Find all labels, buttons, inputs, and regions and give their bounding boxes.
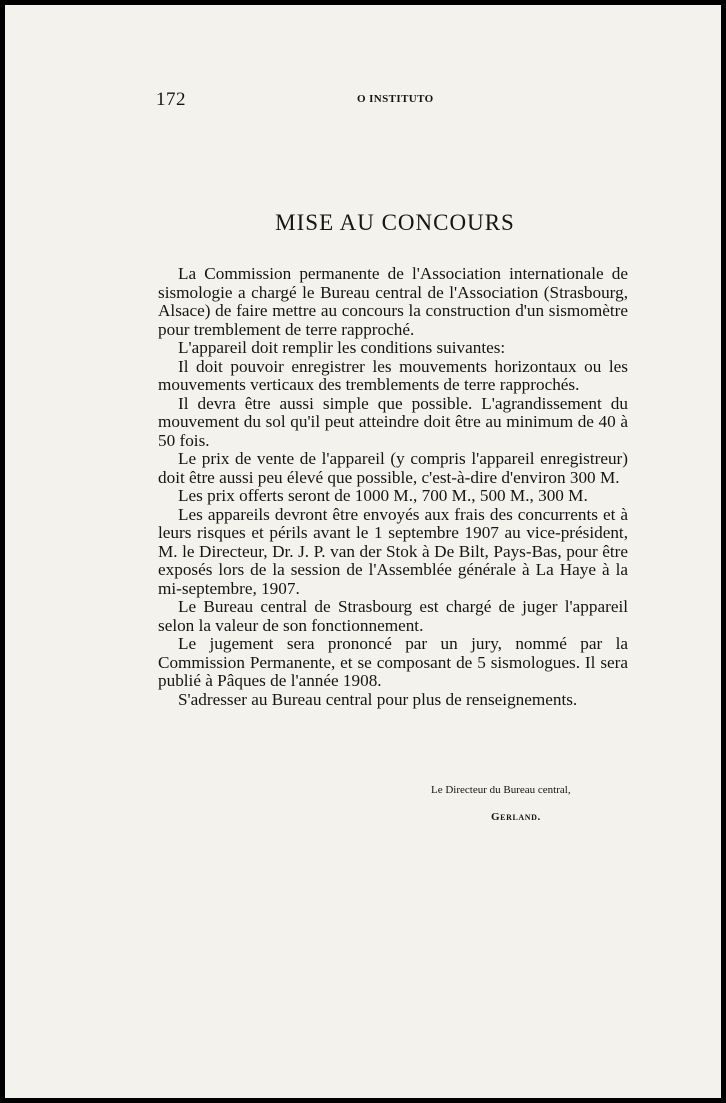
signature-name: Gerland. — [491, 811, 541, 823]
paragraph-simplicity: Il devra être aussi simple que possible. L'agrandissement du mouvement du sol qu'il peut atteindre doit être au minimum de 40 à 50 fois. — [158, 393, 628, 450]
paragraph-jury: Le jugement sera prononcé par un jury, nommé par la Commission Permanente, et se composant de 5 sismologues. Il sera publié à Pâques de l'année 1908. — [158, 634, 628, 690]
paragraph-shipping: Les appareils devront être envoyés aux frais des concurrents et à leurs risques et périls avant le 1 septembre 1907 au vice-président, M. le Directeur, Dr. J. P. van der Stok à De Bilt, Pays-Bas, pour être exposés lors de la session de l'Assemblée générale à La Haye à la mi-septembre, 1907. — [158, 504, 628, 598]
page-header — [5, 89, 721, 113]
paragraph-prizes: Les prix offerts seront de 1000 M., 700 M., 500 M., 300 M. — [178, 486, 588, 505]
paragraph-judging-office: Le Bureau central de Strasbourg est chargé de juger l'appareil selon la valeur de son fonctionnement. — [158, 597, 628, 635]
paragraph-price: Le prix de vente de l'appareil (y compris l'appareil enregistreur) doit être aussi peu élevé que possible, c'est-à-dire d'environ 300 M. — [158, 449, 628, 487]
article-title: MISE AU CONCOURS — [275, 210, 515, 235]
paragraph-conditions: L'appareil doit remplir les conditions suivantes: — [178, 338, 506, 357]
paragraph-commission: La Commission permanente de l'Association internationale de sismologie a chargé le Bureau central de l'Association (Strasbourg, Alsace) de faire mettre au concours la construction d'un sismomètre pour tremblement de terre rapproché. — [158, 264, 628, 339]
paragraph-contact: S'adresser au Bureau central pour plus de renseignements. — [178, 689, 578, 709]
page-number: 172 — [156, 89, 186, 110]
running-title: O INSTITUTO — [357, 93, 434, 105]
signature-role: Le Directeur du Bureau central, — [431, 784, 571, 796]
article-body — [158, 265, 628, 709]
paragraph-recording: Il doit pouvoir enregistrer les mouvements horizontaux ou les mouvements verticaux des tremblements de terre rapprochés. — [158, 356, 628, 394]
document-page — [5, 5, 721, 1098]
